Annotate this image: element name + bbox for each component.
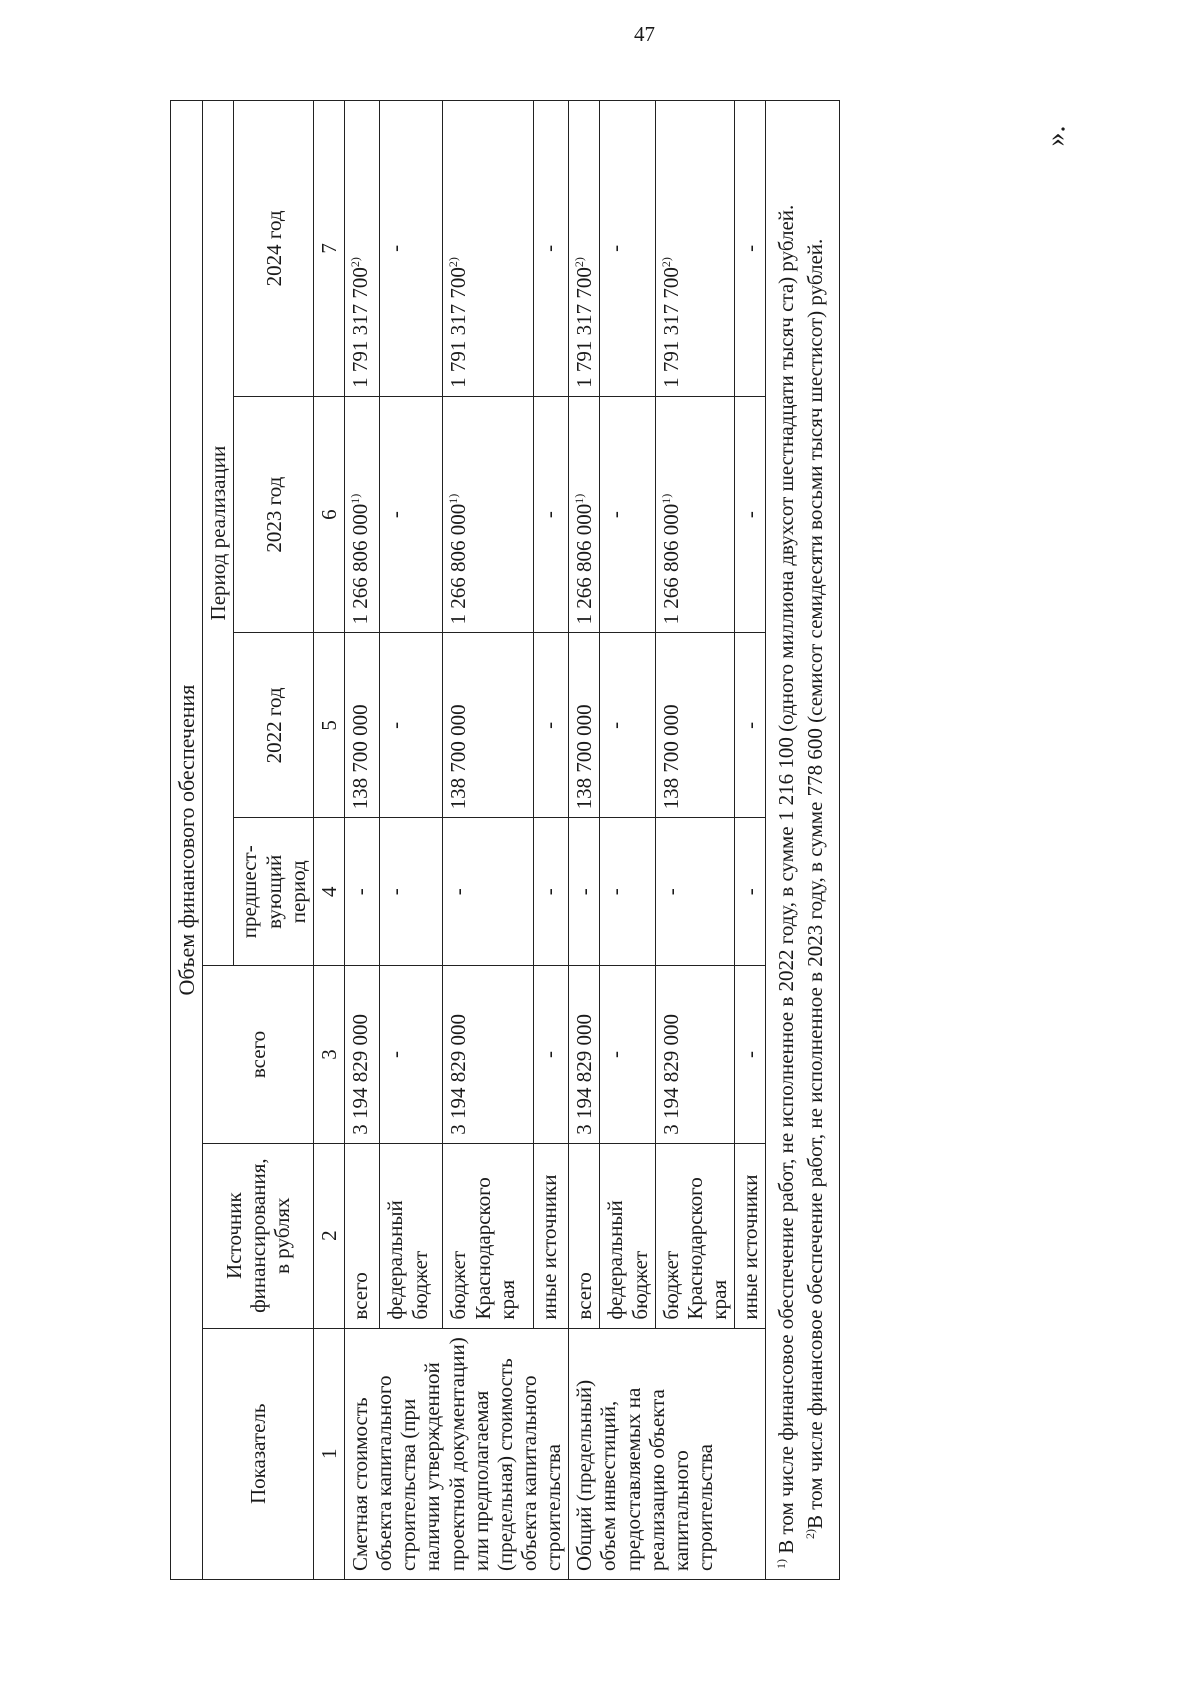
total-cell (735, 966, 766, 1143)
cell-value: 3 194 829 000 (658, 1013, 683, 1135)
cell-value: 1 791 317 700 (348, 267, 372, 388)
total-cell (569, 966, 600, 1143)
cell-value: - (536, 511, 561, 519)
cell-value: 138 700 000 (348, 704, 372, 810)
cell-value: 3 194 829 000 (348, 1013, 372, 1135)
column-number: 7 (313, 101, 344, 397)
cell-value: - (738, 511, 763, 519)
rotated-table-frame (170, 100, 1050, 1580)
table-row (569, 101, 600, 1580)
cell-value: - (383, 888, 408, 896)
table-title: Объем финансового обеспечения (171, 101, 203, 1580)
cell-value: 138 700 000 (446, 704, 471, 810)
cell-value: 1 791 317 700 (658, 267, 683, 388)
cell-value: 1 791 317 700 (572, 267, 597, 388)
prior-period-cell (380, 818, 443, 966)
source-cell: бюджет Краснодарского края (443, 1143, 533, 1328)
cell-value: 3 194 829 000 (446, 1013, 471, 1135)
cell-value: 138 700 000 (572, 704, 597, 810)
source-cell: иные источники (735, 1143, 766, 1328)
cell-value: - (536, 244, 561, 252)
total-cell (533, 966, 568, 1143)
cell-value: 1 266 806 000 (348, 503, 372, 625)
header-2024: 2024 год (234, 101, 313, 397)
cell-value: 138 700 000 (658, 704, 683, 810)
total-cell (600, 966, 655, 1143)
year-2023-cell (600, 396, 655, 633)
year-2022-cell (569, 633, 600, 818)
header-prior-period: предшест-вующий период (234, 818, 313, 966)
closing-quote-mark: ». (1040, 125, 1072, 147)
year-2024-cell (600, 101, 655, 397)
cell-value: - (536, 888, 561, 896)
cell-value: - (603, 244, 628, 252)
year-2024-cell (569, 101, 600, 397)
prior-period-cell (443, 818, 533, 966)
cell-value: - (738, 244, 763, 252)
header-2023: 2023 год (234, 396, 313, 633)
total-cell (345, 966, 380, 1143)
source-cell: федеральный бюджет (600, 1143, 655, 1328)
year-2022-cell (600, 633, 655, 818)
total-cell (443, 966, 533, 1143)
source-cell: всего (569, 1143, 600, 1328)
cell-value: - (446, 888, 471, 896)
footnote-ref: 2) (446, 257, 461, 268)
footnote-2 (801, 109, 829, 1569)
prior-period-cell (600, 818, 655, 966)
footnote-ref: 1) (348, 493, 362, 504)
cell-value: 1 791 317 700 (446, 267, 471, 388)
table-title-row (171, 101, 203, 1580)
column-number: 5 (313, 633, 344, 818)
year-2024-cell (443, 101, 533, 397)
cell-value: - (383, 1050, 408, 1058)
footnote-text: В том числе финансовое обеспечение работ, не исполненное в 2022 году, в сумме 1 216 100 (одного миллиона двухсот шестнадцати тысяч ста) рублей. (774, 204, 799, 1559)
cell-value: 1 266 806 000 (446, 503, 471, 625)
column-number: 1 (313, 1328, 344, 1579)
footnote-ref: 2) (572, 257, 587, 268)
source-cell: федеральный бюджет (380, 1143, 443, 1328)
header-row-1 (203, 101, 234, 1580)
cell-value: - (738, 721, 763, 729)
prior-period-cell (655, 818, 734, 966)
header-indicator: Показатель (203, 1328, 314, 1579)
prior-period-cell (569, 818, 600, 966)
cell-value: - (603, 1050, 628, 1058)
indicator-cell: Сметная стоимость объекта капитального строительства (при наличии утвержденной проектной документации) или предполагаемая (предельная) стоимость объекта капитального строительства (345, 1328, 569, 1579)
year-2023-cell (569, 396, 600, 633)
source-cell: иные источники (533, 1143, 568, 1328)
footnote-ref: 1) (446, 493, 461, 504)
column-number: 4 (313, 818, 344, 966)
year-2022-cell (533, 633, 568, 818)
page-number: 47 (634, 22, 655, 46)
year-2024-cell (380, 101, 443, 397)
financing-table (170, 100, 766, 1580)
header-2022: 2022 год (234, 633, 313, 818)
cell-value: - (572, 888, 597, 896)
cell-value: 1 266 806 000 (658, 503, 683, 625)
year-2022-cell (443, 633, 533, 818)
cell-value: - (738, 888, 763, 896)
year-2022-cell (735, 633, 766, 818)
cell-value: - (383, 244, 408, 252)
source-cell: всего (345, 1143, 380, 1328)
footnote-ref: 1) (658, 493, 673, 504)
year-2022-cell (655, 633, 734, 818)
year-2024-cell (655, 101, 734, 397)
cell-value: - (383, 511, 408, 519)
footnotes (766, 100, 840, 1580)
column-number-row (313, 101, 344, 1580)
year-2023-cell (380, 396, 443, 633)
footnote-ref: 1) (572, 493, 587, 504)
header-total: всего (203, 966, 314, 1143)
total-cell (380, 966, 443, 1143)
year-2023-cell (533, 396, 568, 633)
table-row (345, 101, 380, 1580)
cell-value: - (536, 1050, 561, 1058)
cell-value: - (383, 721, 408, 729)
footnote-text: В том числе финансовое обеспечение работ, не исполненное в 2023 году, в сумме 778 600 (семисот семидесяти восьми тысяч шестисот) рублей. (802, 238, 827, 1529)
year-2023-cell (735, 396, 766, 633)
cell-value: - (738, 1050, 763, 1058)
footnote-1 (772, 109, 800, 1569)
cell-value: 1 266 806 000 (572, 503, 597, 625)
year-2024-cell (345, 101, 380, 397)
prior-period-cell (735, 818, 766, 966)
cell-value: - (536, 721, 561, 729)
cell-value: - (603, 511, 628, 519)
cell-value: - (603, 888, 628, 896)
year-2024-cell (533, 101, 568, 397)
footnote-mark: 2) (802, 1529, 817, 1539)
footnote-ref: 2) (348, 257, 362, 268)
cell-value: - (603, 721, 628, 729)
header-source: Источник финансирования, в рублях (203, 1143, 314, 1328)
column-number: 2 (313, 1143, 344, 1328)
year-2022-cell (380, 633, 443, 818)
header-period-group: Период реализации (203, 101, 234, 966)
column-number: 3 (313, 966, 344, 1143)
year-2023-cell (345, 396, 380, 633)
prior-period-cell (345, 818, 380, 966)
year-2023-cell (443, 396, 533, 633)
cell-value: 3 194 829 000 (572, 1013, 597, 1135)
cell-value: - (348, 888, 372, 896)
source-cell: бюджет Краснодарского края (655, 1143, 734, 1328)
cell-value: - (658, 888, 683, 896)
year-2023-cell (655, 396, 734, 633)
total-cell (655, 966, 734, 1143)
year-2022-cell (345, 633, 380, 818)
prior-period-cell (533, 818, 568, 966)
footnote-ref: 2) (658, 257, 673, 268)
footnote-mark: 1) (774, 1559, 789, 1569)
indicator-cell: Общий (предельный) объем инвестиций, предоставляемых на реализацию объекта капитального строительства (569, 1328, 766, 1579)
column-number: 6 (313, 396, 344, 633)
year-2024-cell (735, 101, 766, 397)
